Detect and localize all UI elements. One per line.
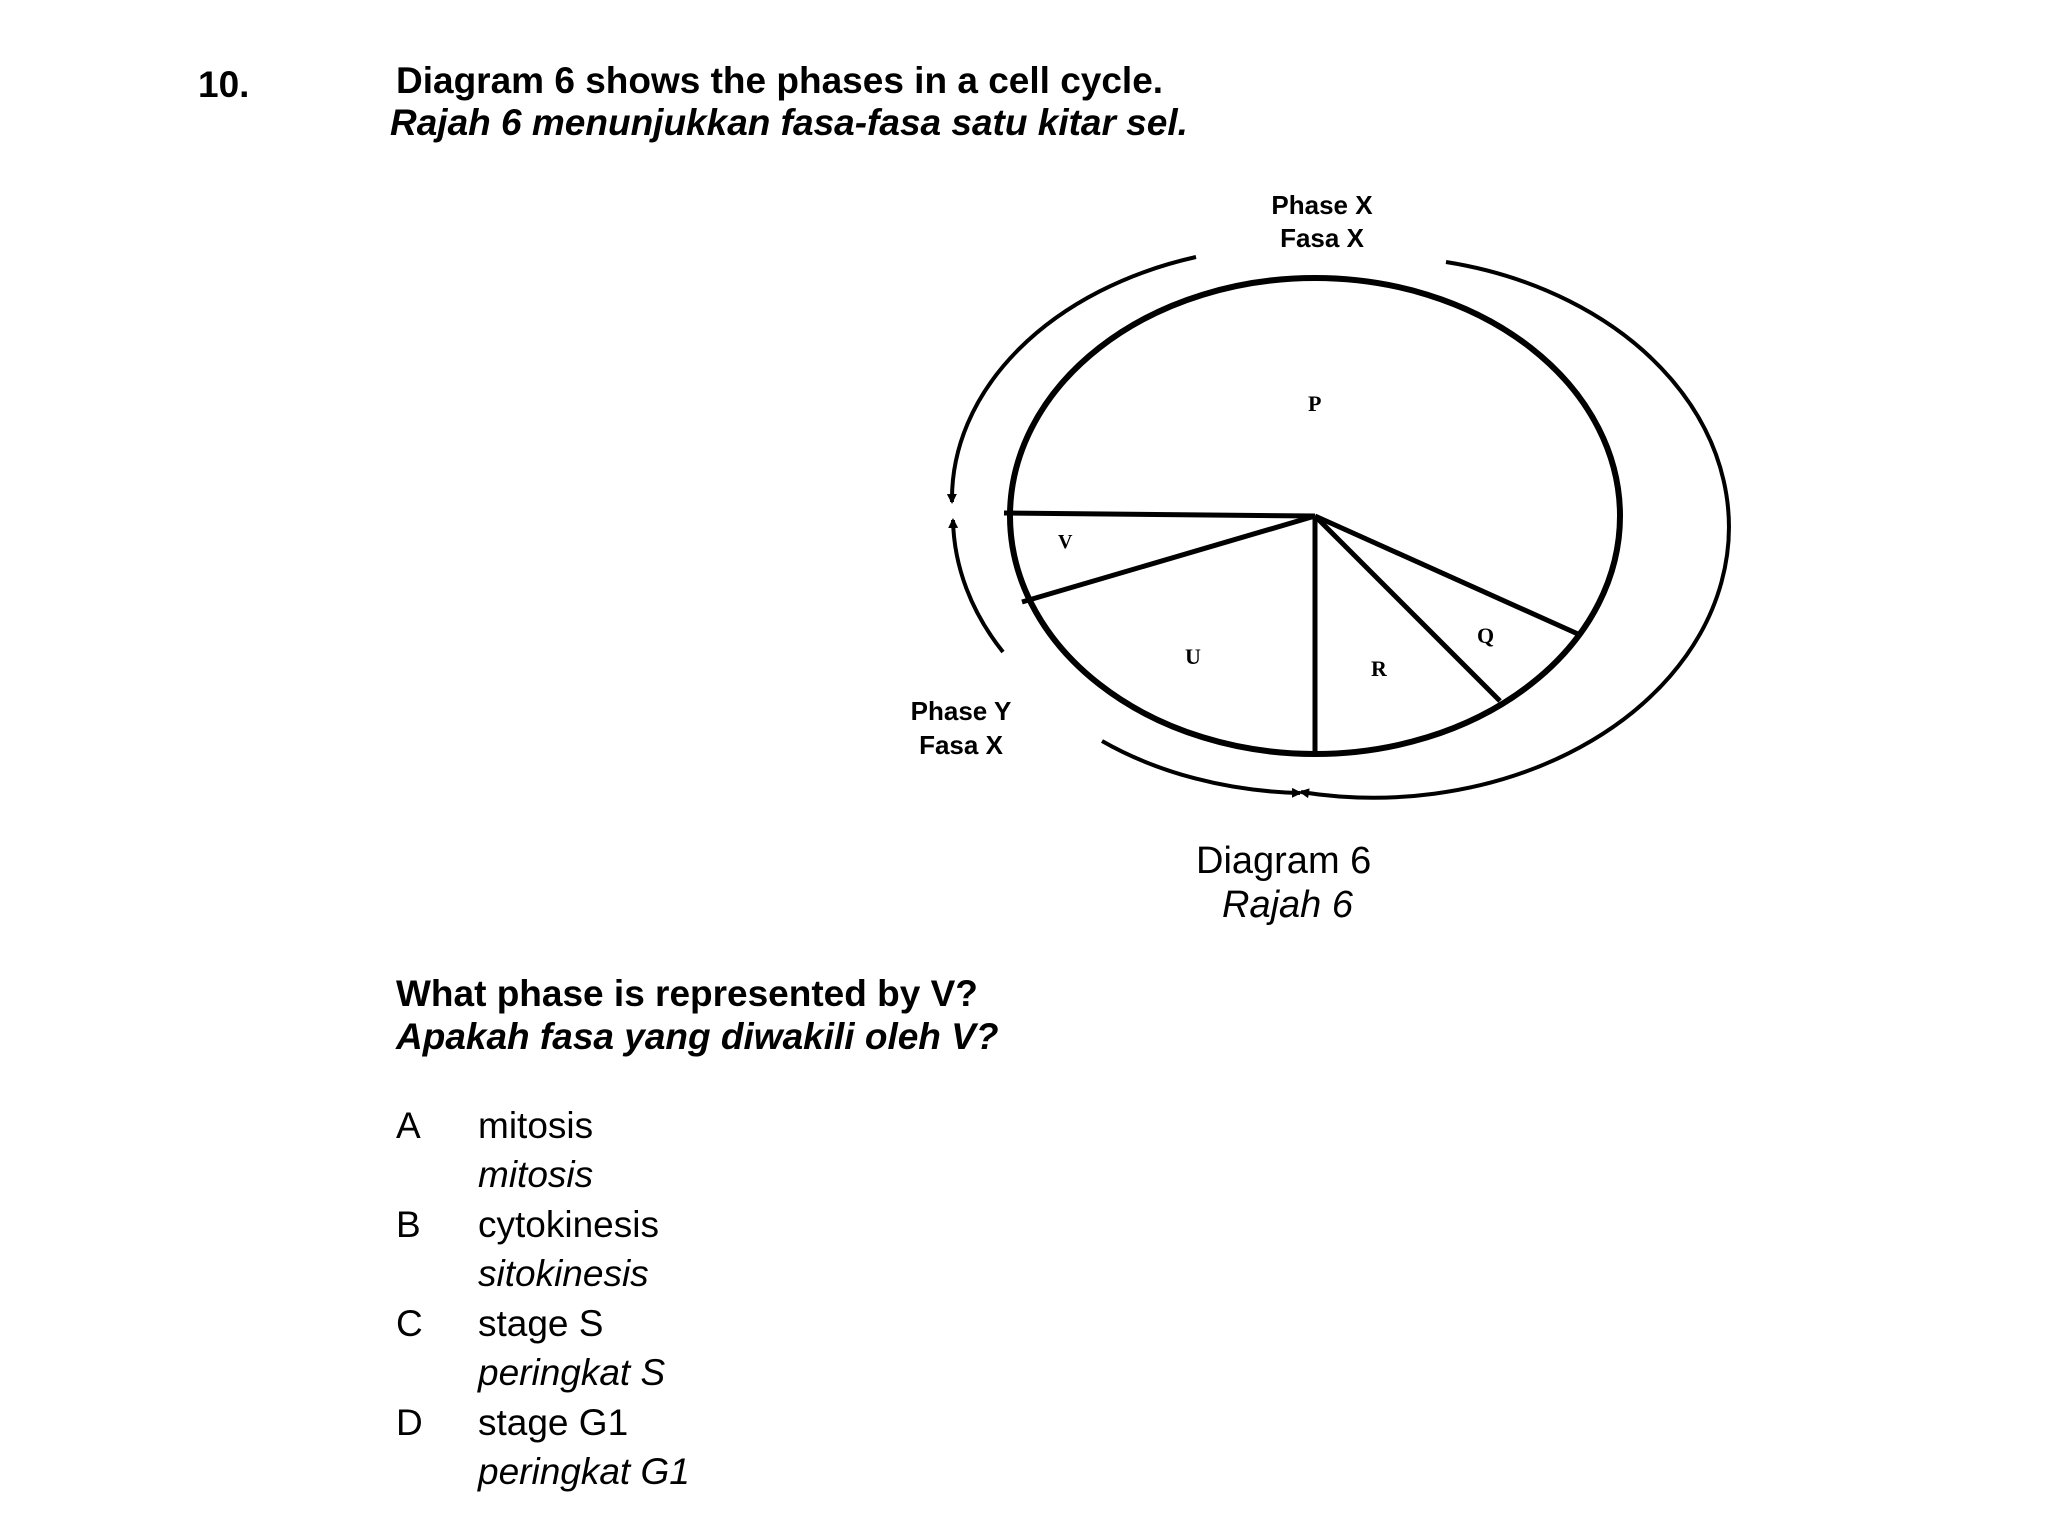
phase-x-label-malay: Fasa X [1280, 223, 1364, 253]
option-text-english: stage G1 [478, 1402, 629, 1443]
option-text-malay: mitosis [478, 1154, 594, 1195]
option-text-malay: peringkat G1 [478, 1451, 690, 1492]
phase-x-arc-right [1301, 262, 1729, 798]
option-text-english: stage S [478, 1303, 604, 1344]
option-text-malay: sitokinesis [478, 1253, 649, 1294]
phase-y-arc-left [953, 520, 1003, 652]
segment-label-u: U [1185, 644, 1201, 669]
question-number: 10. [198, 64, 250, 105]
option-letter: C [396, 1303, 423, 1344]
segment-label-r: R [1371, 656, 1387, 681]
segment-label-q: Q [1477, 623, 1495, 648]
segment-label-p: P [1308, 391, 1322, 416]
question-prompt-english: What phase is represented by V? [396, 973, 978, 1014]
option-letter: D [396, 1402, 423, 1443]
question-intro-malay: Rajah 6 menunjukkan fasa-fasa satu kitar sel. [390, 102, 1188, 143]
segment-label-v: V [1058, 531, 1073, 553]
diagram-caption-english: Diagram 6 [1196, 840, 1372, 882]
phase-y-label-english: Phase Y [910, 696, 1012, 726]
option-text-english: mitosis [478, 1105, 594, 1146]
phase-x-label-english: Phase X [1271, 190, 1373, 220]
diagram-caption-malay: Rajah 6 [1222, 884, 1353, 926]
question-prompt-malay: Apakah fasa yang diwakili oleh V? [396, 1016, 999, 1057]
question-intro-english: Diagram 6 shows the phases in a cell cycle. [396, 60, 1164, 101]
phase-y-label-malay: Fasa X [919, 730, 1003, 760]
option-text-malay: peringkat S [478, 1352, 666, 1393]
option-text-english: cytokinesis [478, 1204, 659, 1245]
option-letter: B [396, 1204, 421, 1245]
option-letter: A [396, 1105, 421, 1146]
phase-x-arc [952, 257, 1196, 502]
